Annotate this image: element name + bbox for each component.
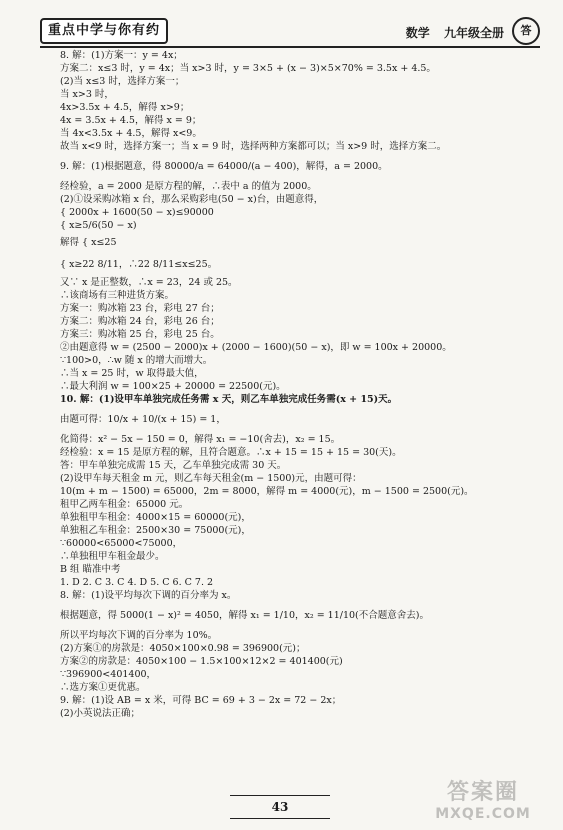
seal-icon: 答 bbox=[512, 17, 540, 45]
text-line: 所以平均每次下调的百分率为 10%。 bbox=[60, 630, 218, 641]
text-line: ②由题意得 w = (2500 − 2000)x + (2000 − 1600)(50 − x)，即 w = 100x + 20000。 bbox=[60, 342, 452, 353]
text-line: 1. D 2. C 3. C 4. D 5. C 6. C 7. 2 bbox=[60, 577, 214, 588]
text-line: (2)当 x≤3 时，选择方案一； bbox=[60, 76, 185, 87]
watermark bbox=[423, 775, 543, 822]
watermark-text: 答案圈 bbox=[446, 780, 519, 805]
text-line: (2)①设采购冰箱 x 台，那么采购彩电(50 − x)台，由题意得， bbox=[60, 194, 324, 205]
text-line: 经检验，a = 2000 是原方程的解，∴表中 a 的值为 2000。 bbox=[60, 181, 317, 192]
text-line: ∴最大利润 w = 100×25 + 20000 = 22500(元)。 bbox=[60, 381, 286, 392]
text-line: 单独租乙车租金：2500×30 = 75000(元)， bbox=[60, 525, 251, 536]
text-line: { 2000x + 1600(50 − x)≤90000 bbox=[60, 207, 214, 218]
text-line: 经检验：x = 15 是原方程的解，且符合题意。∴x + 15 = 15 + 15 = 30(天)。 bbox=[60, 447, 402, 458]
page-header bbox=[40, 16, 540, 48]
series-logo: 重点中学与你有约 bbox=[40, 18, 168, 44]
text-line: (2)方案①的房款是：4050×100×0.98 = 396900(元)； bbox=[60, 643, 306, 654]
text-line: 单独租甲车租金：4000×15 = 60000(元)， bbox=[60, 512, 251, 523]
text-line: 由题可得：10/x + 10/(x + 15) = 1， bbox=[60, 414, 226, 425]
text-line: { x≥22 8/11，∴22 8/11≤x≤25。 bbox=[60, 259, 218, 270]
text-line: { x≥5/6(50 − x) bbox=[60, 220, 137, 231]
header-info bbox=[396, 24, 504, 41]
text-line: ∴选方案①更优惠。 bbox=[60, 682, 146, 693]
text-line: ∴单独租甲车租金最少。 bbox=[60, 551, 165, 562]
text-line: ∵100>0，∴w 随 x 的增大而增大。 bbox=[60, 355, 213, 366]
text-line: 又∵ x 是正整数，∴x = 23，24 或 25。 bbox=[60, 277, 238, 288]
text-line: 方案三：购冰箱 25 台，彩电 25 台。 bbox=[60, 329, 220, 340]
page-number: 43 bbox=[230, 795, 330, 819]
text-line: 解得 { x≤25 bbox=[60, 237, 117, 248]
text-line: 答：甲车单独完成需 15 天，乙车单独完成需 30 天。 bbox=[60, 460, 287, 471]
text-line: 方案二：购冰箱 24 台，彩电 26 台； bbox=[60, 316, 220, 327]
subject-label: 数学 bbox=[405, 26, 430, 40]
text-line: 故当 x<9 时，选择方案一；当 x = 9 时，选择两种方案都可以；当 x>9 时，选择方案二。 bbox=[60, 141, 447, 152]
text-line: 10(m + m − 1500) = 65000，2m = 8000，解得 m = 4000(元)，m − 1500 = 2500(元)。 bbox=[60, 486, 474, 497]
text-line: 租甲乙两车租金：65000 元。 bbox=[60, 499, 189, 510]
text-line: ∴该商场有三种进货方案。 bbox=[60, 290, 175, 301]
text-line: 化简得：x² − 5x − 150 = 0，解得 x₁ = −10(舍去)，x₂ = 15。 bbox=[60, 434, 341, 445]
text-line: (2)小英说法正确； bbox=[60, 708, 140, 719]
text-line: ∵60000<65000<75000， bbox=[60, 538, 183, 549]
text-line: 方案二：x≤3 时，y = 4x；当 x>3 时，y = 3×5 + (x − 3)×5×70% = 3.5x + 4.5。 bbox=[60, 63, 436, 74]
text-line: 方案②的房款是：4050×100 − 1.5×100×12×2 = 401400(元) bbox=[60, 656, 343, 667]
text-line: 方案一：购冰箱 23 台，彩电 27 台； bbox=[60, 303, 220, 314]
text-line: 4x = 3.5x + 4.5，解得 x = 9； bbox=[60, 115, 202, 126]
section-heading: B 组 瞄准中考 bbox=[60, 564, 121, 575]
text-line: 10. 解：(1)设甲车单独完成任务需 x 天，则乙车单独完成任务需(x + 15)天。 bbox=[60, 394, 398, 405]
grade-label: 九年级全册 bbox=[443, 26, 504, 40]
text-line: 当 4x<3.5x + 4.5，解得 x<9。 bbox=[60, 128, 202, 139]
text-line: 8. 解：(1)方案一：y = 4x； bbox=[60, 50, 183, 61]
text-line: 9. 解：(1)设 AB = x 米，可得 BC = 69 + 3 − 2x = 72 − 2x； bbox=[60, 695, 342, 706]
text-line: 8. 解：(1)设平均每次下调的百分率为 x。 bbox=[60, 590, 237, 601]
answer-content bbox=[60, 49, 525, 720]
text-line: ∴当 x = 25 时，w 取得最大值， bbox=[60, 368, 204, 379]
text-line: 4x>3.5x + 4.5，解得 x>9； bbox=[60, 102, 190, 113]
text-line: 当 x>3 时， bbox=[60, 89, 114, 100]
text-line: 根据题意，得 5000(1 − x)² = 4050，解得 x₁ = 1/10，x₂ = 11/10(不合题意舍去)。 bbox=[60, 610, 429, 621]
watermark-url: MXQE.COM bbox=[435, 806, 531, 822]
text-line: 9. 解：(1)根据题意，得 80000/a = 64000/(a − 400)，解得，a = 2000。 bbox=[60, 161, 388, 172]
text-line: (2)设甲车每天租金 m 元，则乙车每天租金(m − 1500)元，由题可得： bbox=[60, 473, 362, 484]
text-line: ∵396900<401400， bbox=[60, 669, 157, 680]
